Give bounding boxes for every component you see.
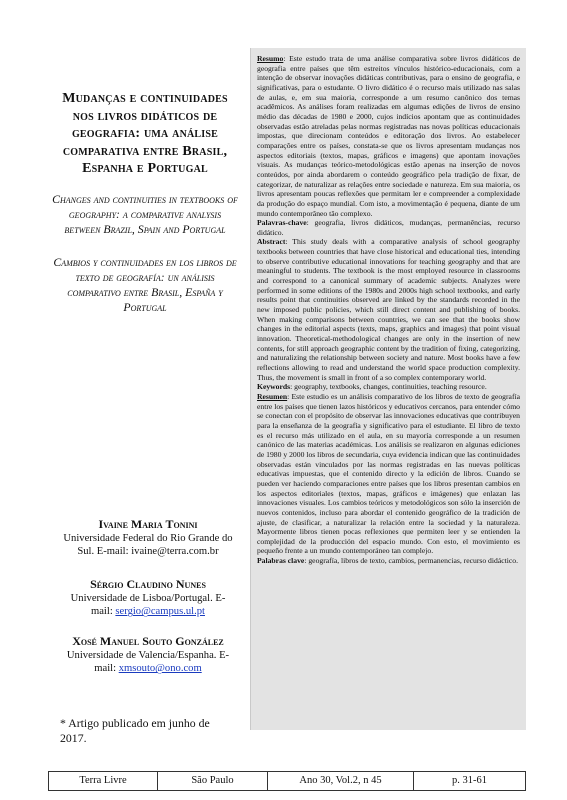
author-email-link[interactable]: xmsouto@ono.com	[118, 663, 202, 675]
footer-journal: Terra Livre	[48, 772, 158, 790]
footer-pages: p. 31-61	[414, 772, 526, 790]
footer-issue: Ano 30, Vol.2, n 45	[268, 772, 414, 790]
keywords-paragraph	[257, 382, 520, 392]
palavras-chave-label: Palavras-chave	[257, 218, 307, 228]
author-2	[60, 578, 236, 619]
palabras-clave-label: Palabras clave	[257, 556, 305, 566]
author-email-link[interactable]: sergio@campus.ul.pt	[115, 606, 205, 618]
author-affiliation: Universidade Federal do Rio Grande do Sul. E-mail: ivaine@terra.com.br	[63, 533, 233, 558]
author-name: Sérgio Claudino Nunes	[90, 577, 206, 591]
author-1	[60, 518, 236, 559]
palavras-chave-text: : geografia, livros didáticos, mudanças, permanências, recurso didático.	[257, 218, 520, 237]
author-name: Ivaine Maria Tonini	[98, 517, 198, 531]
keywords-label: Keywords	[257, 382, 291, 392]
resumo-label: Resumo	[257, 54, 284, 63]
title-block	[52, 90, 238, 315]
abstract-text: : This study deals with a comparative analysis of school geography textbooks between countries that have close historical and educational ties, intending to observe contributive educational innovations for teaching geography and that are meaningful to students. The textbook is the most employed resource in classrooms and correspond to a canonical summary of academic subjects. Analyzes were performed in some editions of the 1980s and 2000s high school textbooks, and early results point that continuities observed are linked by the standards recorded in the new imposed public policies, which still direct content and publishing of books. When making comparisons between countries, we can see that the books show changes in the editorial aspects (texts, maps, graphics and images) that point visual innovation. Theoretical-methodological changes are only in the insertion of new contents, for still approach geographic content by the tradition of fixing, categorizing, and naturalizing the relationship between society and nature. Most books have a few reflections allowing to read and understand the world space production complexity. Thus, the movement is small in front of a so complex contemporary world.	[257, 237, 520, 382]
article-subtitle-spanish: Cambios y continuidades en los libros de texto de geografía: un análisis comparativo entre Brasil, España y Portugal	[53, 254, 237, 314]
publication-note: * Artigo publicado em junho de 2017.	[60, 716, 210, 745]
author-3	[60, 635, 236, 676]
resumen-label: Resumen	[257, 391, 288, 401]
abstract-paragraph	[257, 237, 520, 382]
palavras-chave-paragraph	[257, 218, 520, 237]
abstract-label: Abstract	[257, 237, 286, 247]
article-subtitle-english: Changes and continuities in textbooks of geography: a comparative analysis between Brazil, Spain and Portugal	[52, 191, 238, 236]
resumen-text: : Este estudio es un análisis comparativo de los libros de texto de geografía entre los países que tienen lazos históricos y educativos cercanos, para entender cómo se conectan con el propósito de observar las innovaciones educativas que contribuyen para la enseñanza de la geografía y significativo para el estudiante. El libro de texto es el recurso más utilizado en el aula, en su mayoría corresponde a un resumen canónico de las materias académicas. Los análisis se realizaron en algunas ediciones de 1980 y 2000 los libros de secundaria, cuya evidencia indican que las continuidades observadas están vinculados por las normas registradas en las nuevas políticas educativas impuestas, que el contenido directo y la edición de libros. Cuando se pueden ver haciendo comparaciones entre países que los libros presentan cambios en los aspectos editoriales (textos, mapas, gráficos e imágenes) que enlazan las innovaciones visuales. Los cambios teóricos y metodológicos son sólo la inserción de nuevos contenidos, incluso para abordar el contenido geográfico de la tradición de ajuste, de clasificar, a naturalizar la relación entre la sociedad y la naturaleza. Mayormente libros tienen pocas reflexiones que permiten leer y se entienden la complejidad de la producción del espacio mundo. Con esto, el movimiento es pequeño frente a un mundo contemporáneo tan complejo.	[257, 391, 520, 556]
abstract-box	[250, 48, 526, 730]
keywords-text: : geography, textbooks, changes, continuities, teaching resource.	[290, 382, 487, 392]
author-name: Xosé Manuel Souto González	[72, 634, 224, 648]
page-footer	[48, 771, 526, 791]
resumo-paragraph	[257, 54, 520, 218]
palabras-clave-text: : geografía, libros de texto, cambios, permanencias, recurso didáctico.	[304, 556, 518, 566]
footer-city: São Paulo	[158, 772, 268, 790]
resumo-text: : Este estudo trata de uma análise comparativa sobre livros didáticos de geografia entre países que têm estreitos vínculos histórico-educacionais, com a intenção de observar inovações didáticas contributivas, para o ensino de geografia, e significativas, para o estudante. O livro didático é o recurso mais utilizado nas salas de aulas, e, em sua maioria, corresponde a um resumo canônico dos temas acadêmicos. As análises foram realizadas em algumas edições de livros de ensino médio das décadas de 1980 e 2000, cujos indícios apontam que as continuidades observadas estão atreladas pelas normas registradas nas novas políticas educacionais impostas, que direcionam conteúdos e editoração dos livros. Ao estabelecer comparações entre os países, constata-se que os livros apresentam mudanças nos aspectos editoriais (textos, mapas, gráficos e imagens) que apontam inovações visuais. As mudanças teórico-metodológicas estão apenas na inserção de novos conteúdos, por ainda abordarem o conteúdo geográfico pela tradição de fixar, de categorizar, de naturalizar as relações entre sociedade e natureza. Em sua maioria, os livros apresentam poucas reflexões que permitam ler e compreender a complexidade da produção do espaço mundial. Com isto, a movimentação é pequena, diante de um mundo contemporâneo tão complexo.	[257, 54, 520, 218]
author-affiliation: Universidade de Valencia/Espanha. E-mail:	[66, 650, 230, 675]
author-affiliation: Universidade de Lisboa/Portugal. E-mail:	[70, 593, 226, 618]
resumen-paragraph	[257, 392, 520, 556]
article-title: Mudanças e continuidades nos livros didáticos de geografia: uma análise comparativa entre Brasil, Espanha e Portugal	[62, 91, 228, 176]
palabras-clave-paragraph	[257, 556, 520, 566]
